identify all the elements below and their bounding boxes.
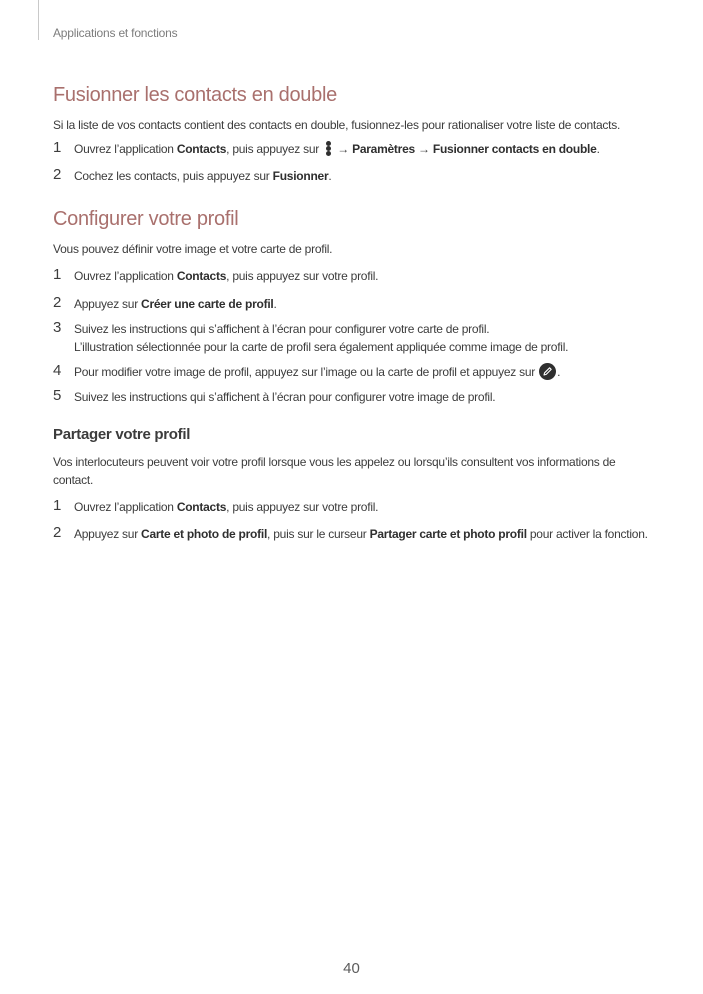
app-name: Contacts [176, 269, 227, 283]
step-text: Appuyez sur [74, 527, 142, 541]
step-text: , puis appuyez sur [226, 142, 323, 156]
step-item [53, 525, 653, 543]
step-text: Ouvrez l’application [74, 142, 177, 156]
step-text: . [328, 169, 332, 183]
step-item [53, 320, 653, 356]
toggle-share-card: Partager carte et photo profil [369, 527, 527, 541]
step-text: , puis appuyez sur votre profil. [226, 500, 379, 514]
menu-settings: Paramètres [352, 142, 415, 156]
step-text: , puis appuyez sur votre profil. [226, 269, 379, 283]
button-name: Créer une carte de profil [141, 297, 274, 311]
header-rule [38, 0, 39, 40]
step-number: 1 [53, 139, 62, 156]
step-item [53, 363, 653, 381]
menu-card-photo: Carte et photo de profil [141, 527, 268, 541]
step-text: , puis sur le curseur [267, 527, 370, 541]
section-intro-merge: Si la liste de vos contacts contient des contacts en double, fusionnez-les pour rationaliser votre liste de contacts. [53, 118, 621, 132]
chapter-title: Applications et fonctions [53, 26, 178, 40]
edit-pencil-icon [539, 363, 556, 380]
step-number: 1 [53, 266, 62, 283]
step-number: 4 [53, 362, 62, 379]
steps-profile [53, 267, 653, 406]
step-number: 2 [53, 166, 62, 183]
section-intro-share: Vos interlocuteurs peuvent voir votre profil lorsque vous les appelez ou lorsqu’ils consultent vos informations de contact. [53, 455, 616, 487]
step-text: Suivez les instructions qui s’affichent à l’écran pour configurer votre carte de profil. [74, 322, 490, 336]
step-number: 1 [53, 497, 62, 514]
page-number: 40 [343, 960, 360, 977]
step-item [53, 267, 653, 285]
step-number: 2 [53, 524, 62, 541]
step-text: . [557, 365, 561, 379]
step-text: Ouvrez l’application [74, 500, 177, 514]
step-text: Suivez les instructions qui s’affichent à l’écran pour configurer votre image de profil. [74, 390, 496, 404]
step-text: Appuyez sur [74, 297, 142, 311]
step-item [53, 295, 653, 313]
step-text: Pour modifier votre image de profil, appuyez sur l’image ou la carte de profil et appuyez sur [74, 365, 539, 379]
arrow-text: → [414, 142, 433, 156]
step-number: 2 [53, 294, 62, 311]
step-text: Ouvrez l’application [74, 269, 177, 283]
more-options-icon [324, 141, 332, 156]
steps-merge [53, 140, 653, 185]
step-note: L’illustration sélectionnée pour la carte de profil sera également appliquée comme image de profil. [74, 340, 569, 354]
step-number: 5 [53, 387, 62, 404]
app-name: Contacts [176, 142, 227, 156]
section-intro-profile: Vous pouvez définir votre image et votre carte de profil. [53, 242, 333, 256]
step-item [53, 167, 653, 185]
step-item [53, 498, 653, 516]
button-name: Fusionner [272, 169, 329, 183]
steps-share [53, 498, 653, 543]
step-text: . [273, 297, 277, 311]
app-name: Contacts [176, 500, 227, 514]
menu-merge-duplicates: Fusionner contacts en double [432, 142, 597, 156]
arrow-text: → [334, 142, 353, 156]
step-text: . [596, 142, 600, 156]
step-text: Cochez les contacts, puis appuyez sur [74, 169, 273, 183]
section-title-profile: Configurer votre profil [53, 208, 239, 230]
page-content [53, 82, 653, 543]
step-item [53, 140, 653, 158]
step-text: pour activer la fonction. [526, 527, 648, 541]
step-item [53, 388, 653, 406]
step-number: 3 [53, 319, 62, 336]
section-title-share: Partager votre profil [53, 426, 191, 443]
section-title-merge: Fusionner les contacts en double [53, 84, 337, 106]
